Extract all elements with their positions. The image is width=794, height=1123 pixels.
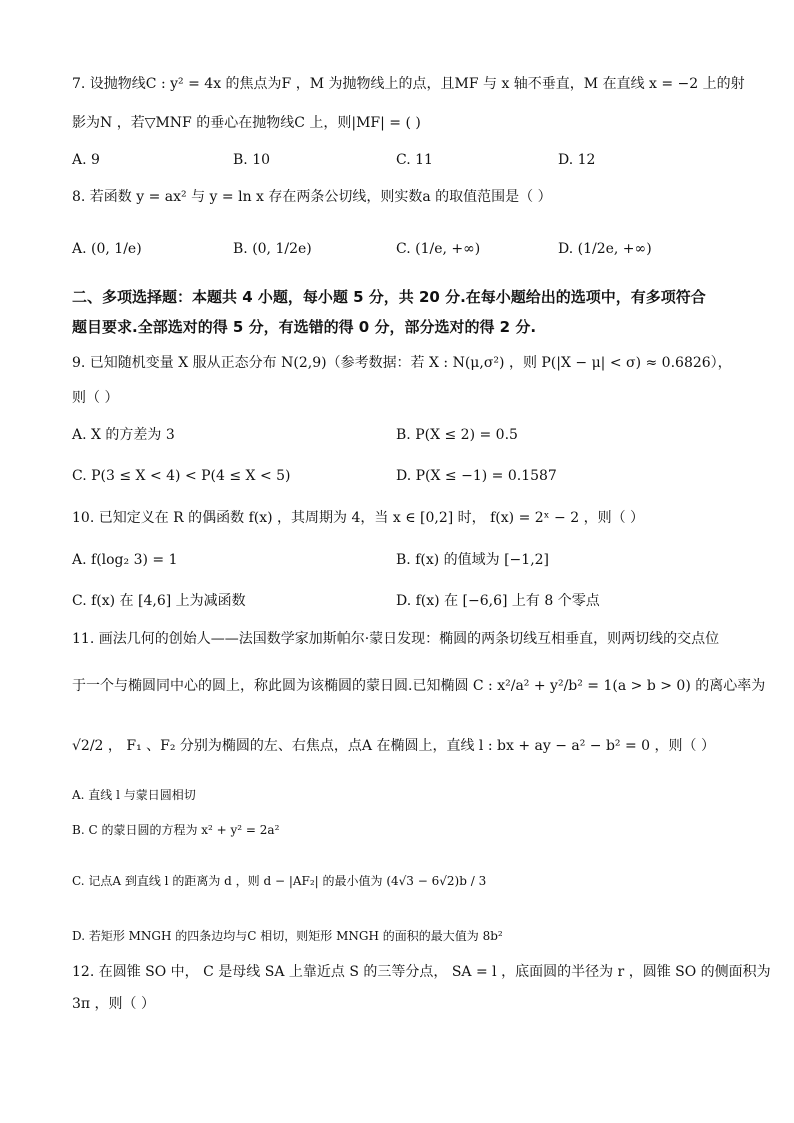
q10-option-d: D. f(x) 在 [−6,6] 上有 8 个零点 — [396, 593, 600, 609]
section2-header-line2: 题目要求.全部选对的得 5 分，有选错的得 0 分，部分选对的得 2 分. — [72, 318, 537, 336]
q9-option-c: C. P(3 ≤ X < 4) < P(4 ≤ X < 5) — [72, 468, 291, 484]
q10-option-a: A. f(log₂ 3) = 1 — [72, 552, 178, 568]
q11-option-c: C. 记点A 到直线 l 的距离为 d ，则 d − |AF₂| 的最小值为 (4√3 − 6√2)b / 3 — [72, 874, 487, 888]
q7-option-c: C. 11 — [396, 152, 433, 168]
q11-option-b: B. C 的蒙日圆的方程为 x² + y² = 2a² — [72, 823, 280, 837]
q9-option-a: A. X 的方差为 3 — [72, 427, 175, 443]
q8-option-b: B. (0, 1/2e) — [233, 241, 312, 257]
q7-line1: 7. 设抛物线C : y² = 4x 的焦点为F ，M 为抛物线上的点，且MF 与 x 轴不垂直，M 在直线 x = −2 上的射 — [72, 76, 745, 92]
q11-option-a: A. 直线 l 与蒙日圆相切 — [72, 788, 196, 802]
q9-line2: 则（ ） — [72, 390, 119, 406]
q10-option-b: B. f(x) 的值域为 [−1,2] — [396, 552, 550, 568]
q7-option-b: B. 10 — [233, 152, 271, 168]
q8-option-a: A. (0, 1/e) — [72, 241, 142, 257]
q7-option-a: A. 9 — [72, 152, 100, 168]
q12-line1: 12. 在圆锥 SO 中， C 是母线 SA 上靠近点 S 的三等分点， SA = l ，底面圆的半径为 r ，圆锥 SO 的侧面积为 — [72, 964, 771, 980]
section2-header-line1: 二、多项选择题：本题共 4 小题，每小题 5 分，共 20 分.在每小题给出的选项中，有多项符合 — [72, 288, 706, 306]
q9-option-b: B. P(X ≤ 2) = 0.5 — [396, 427, 518, 443]
q10-stem: 10. 已知定义在 R 的偶函数 f(x) ，其周期为 4，当 x ∈ [0,2] 时， f(x) = 2ˣ − 2 ，则（ ） — [72, 510, 645, 526]
q11-line1: 11. 画法几何的创始人——法国数学家加斯帕尔·蒙日发现：椭圆的两条切线互相垂直，则两切线的交点位 — [72, 631, 720, 647]
q12-line2: 3π ，则（ ） — [72, 996, 156, 1012]
q7-line2: 影为N ，若▽MNF 的垂心在抛物线C 上，则|MF| = ( ) — [72, 115, 421, 131]
q11-line2: 于一个与椭圆同中心的圆上，称此圆为该椭圆的蒙日圆.已知椭圆 C : x²/a² + y²/b² = 1(a > b > 0) 的离心率为 — [72, 678, 766, 694]
q10-option-c: C. f(x) 在 [4,6] 上为减函数 — [72, 593, 246, 609]
q11-option-d: D. 若矩形 MNGH 的四条边均与C 相切，则矩形 MNGH 的面积的最大值为 8b² — [72, 929, 503, 943]
q7-option-d: D. 12 — [558, 152, 596, 168]
q9-line1: 9. 已知随机变量 X 服从正态分布 N(2,9)（参考数据：若 X : N(μ,σ²) ，则 P(|X − μ| < σ) ≈ 0.6826）， — [72, 355, 732, 371]
q8-option-d: D. (1/2e, +∞) — [558, 241, 652, 257]
q8-stem: 8. 若函数 y = ax² 与 y = ln x 存在两条公切线，则实数a 的取值范围是（ ） — [72, 189, 552, 205]
q11-line3: √2/2 ， F₁ 、F₂ 分别为椭圆的左、右焦点，点A 在椭圆上，直线 l : bx + ay − a² − b² = 0 ，则（ ） — [72, 738, 715, 754]
q9-option-d: D. P(X ≤ −1) = 0.1587 — [396, 468, 557, 484]
q8-option-c: C. (1/e, +∞) — [396, 241, 481, 257]
